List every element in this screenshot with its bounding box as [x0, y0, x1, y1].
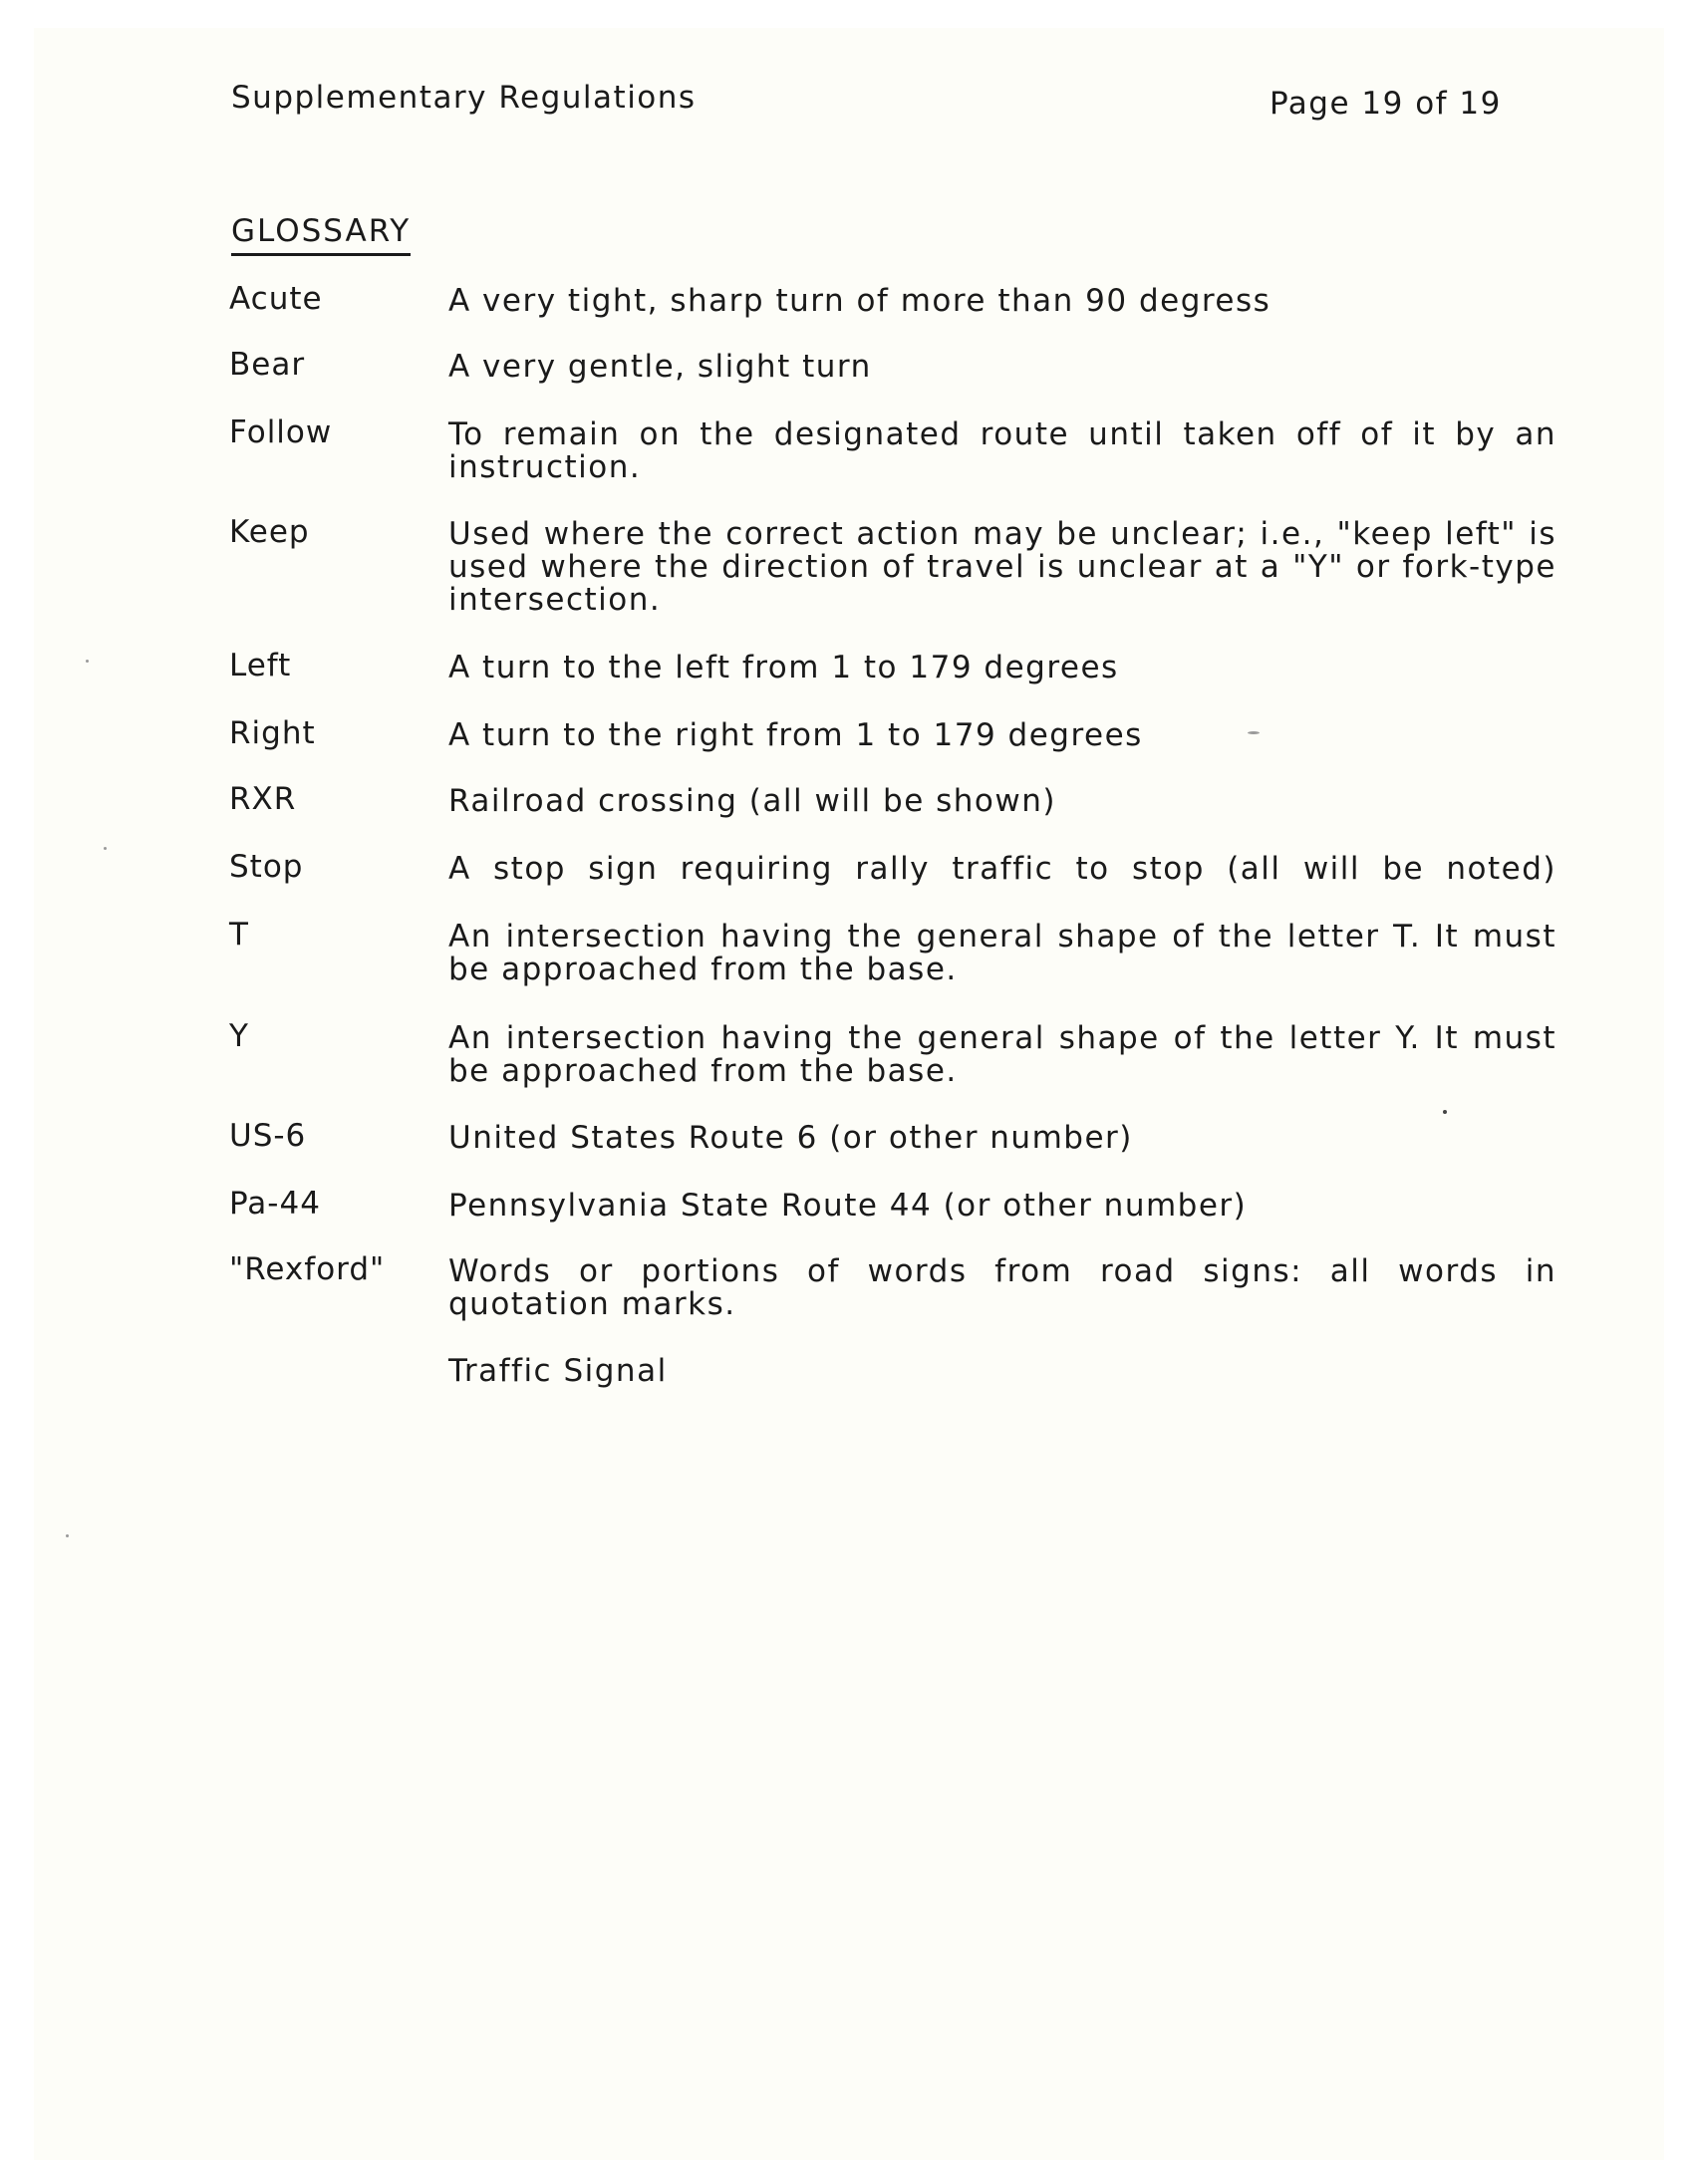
glossary-term: Keep: [229, 514, 310, 550]
glossary-definition: Pennsylvania State Route 44 (or other number): [448, 1188, 1248, 1224]
glossary-term: Acute: [229, 281, 323, 317]
glossary-definition: United States Route 6 (or other number): [448, 1120, 1133, 1156]
glossary-definition: A turn to the left from 1 to 179 degrees: [448, 650, 1119, 685]
glossary-definition: An intersection having the general shape of the letter T. It must be approached from the base.: [448, 919, 1556, 987]
glossary-definition: Used where the correct action may be unclear; i.e., "keep left" is used where the direction of travel is unclear at a "Y" or fork-type intersection.: [448, 516, 1556, 618]
glossary-term: Follow: [229, 414, 333, 450]
glossary-definition: Words or portions of words from road signs: all words in quotation marks.: [448, 1253, 1556, 1322]
glossary-term: RXR: [229, 781, 297, 817]
glossary-term: US-6: [229, 1118, 307, 1154]
glossary-term: Left: [229, 648, 292, 683]
glossary-definition: To remain on the designated route until taken off of it by an instruction.: [448, 416, 1556, 485]
glossary-definition: Traffic Signal: [448, 1353, 668, 1389]
glossary-definition: Railroad crossing (all will be shown): [448, 783, 1056, 819]
scan-speck: [1248, 731, 1260, 734]
glossary-definition: A very tight, sharp turn of more than 90 degress: [448, 283, 1271, 319]
glossary-term: Y: [229, 1018, 249, 1054]
glossary-term: Bear: [229, 347, 306, 383]
scan-speck: [104, 847, 107, 850]
glossary-heading: GLOSSARY: [231, 213, 411, 256]
scan-speck: [1443, 1110, 1447, 1114]
glossary-term: Stop: [229, 849, 304, 885]
scan-speck: [66, 1534, 69, 1537]
glossary-term: Right: [229, 715, 316, 751]
glossary-definition: An intersection having the general shape of the letter Y. It must be approached from the base.: [448, 1020, 1556, 1089]
scan-speck: [86, 660, 89, 663]
glossary-definition: A turn to the right from 1 to 179 degrees: [448, 717, 1143, 753]
glossary-definition: A very gentle, slight turn: [448, 349, 872, 385]
glossary-term: T: [229, 917, 249, 953]
glossary-term: Pa-44: [229, 1186, 321, 1222]
glossary-definition: A stop sign requiring rally traffic to stop (all will be noted): [448, 851, 1556, 887]
document-title: Supplementary Regulations: [231, 80, 697, 116]
page-number: Page 19 of 19: [1270, 86, 1502, 122]
glossary-term: "Rexford": [229, 1251, 386, 1287]
